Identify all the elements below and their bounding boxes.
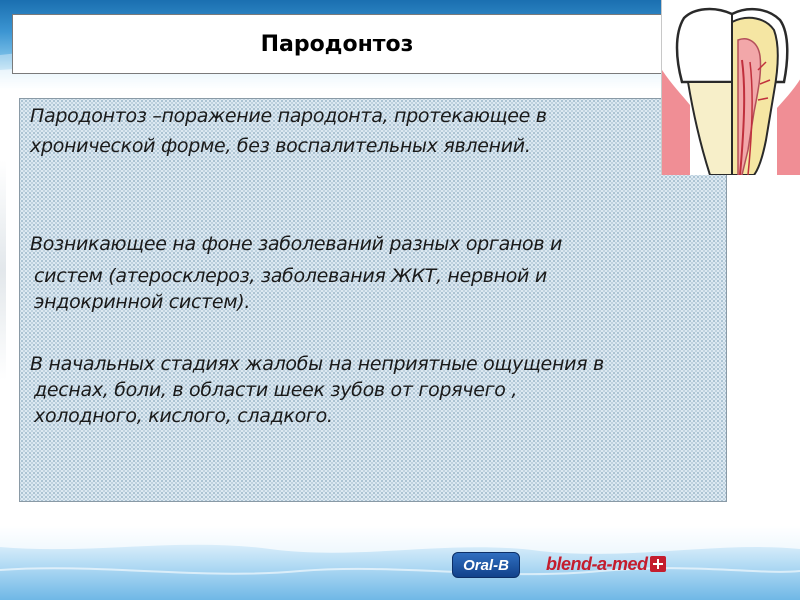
text-line-1: Пародонтоз –поражение пародонта, протекающее в [30, 105, 547, 127]
text-line-7: деснах, боли, в области шеек зубов от горячего , [34, 379, 518, 401]
tooth-icon [662, 0, 800, 175]
oralb-logo-text: Oral-B [463, 556, 509, 574]
blend-logo-text: blend-a-med [546, 553, 648, 574]
content-box [19, 98, 727, 502]
cross-icon [650, 556, 666, 572]
title-box [12, 14, 662, 74]
slide-title: Пародонтоз [260, 31, 414, 57]
blend-a-med-logo [546, 552, 666, 576]
text-line-3: Возникающее на фоне заболеваний разных органов и [30, 233, 563, 255]
text-line-6: В начальных стадиях жалобы на неприятные ощущения в [30, 353, 604, 375]
tooth-illustration [661, 0, 800, 175]
text-line-5: эндокринной систем). [34, 291, 251, 313]
oralb-logo [452, 552, 520, 578]
bottom-sea-background [0, 525, 800, 600]
text-line-8: холодного, кислого, сладкого. [34, 405, 333, 427]
left-decor-stripe [0, 160, 6, 380]
text-line-4: систем (атеросклероз, заболевания ЖКТ, нервной и [34, 265, 547, 287]
text-line-2: хронической форме, без воспалительных явлений. [30, 135, 531, 157]
